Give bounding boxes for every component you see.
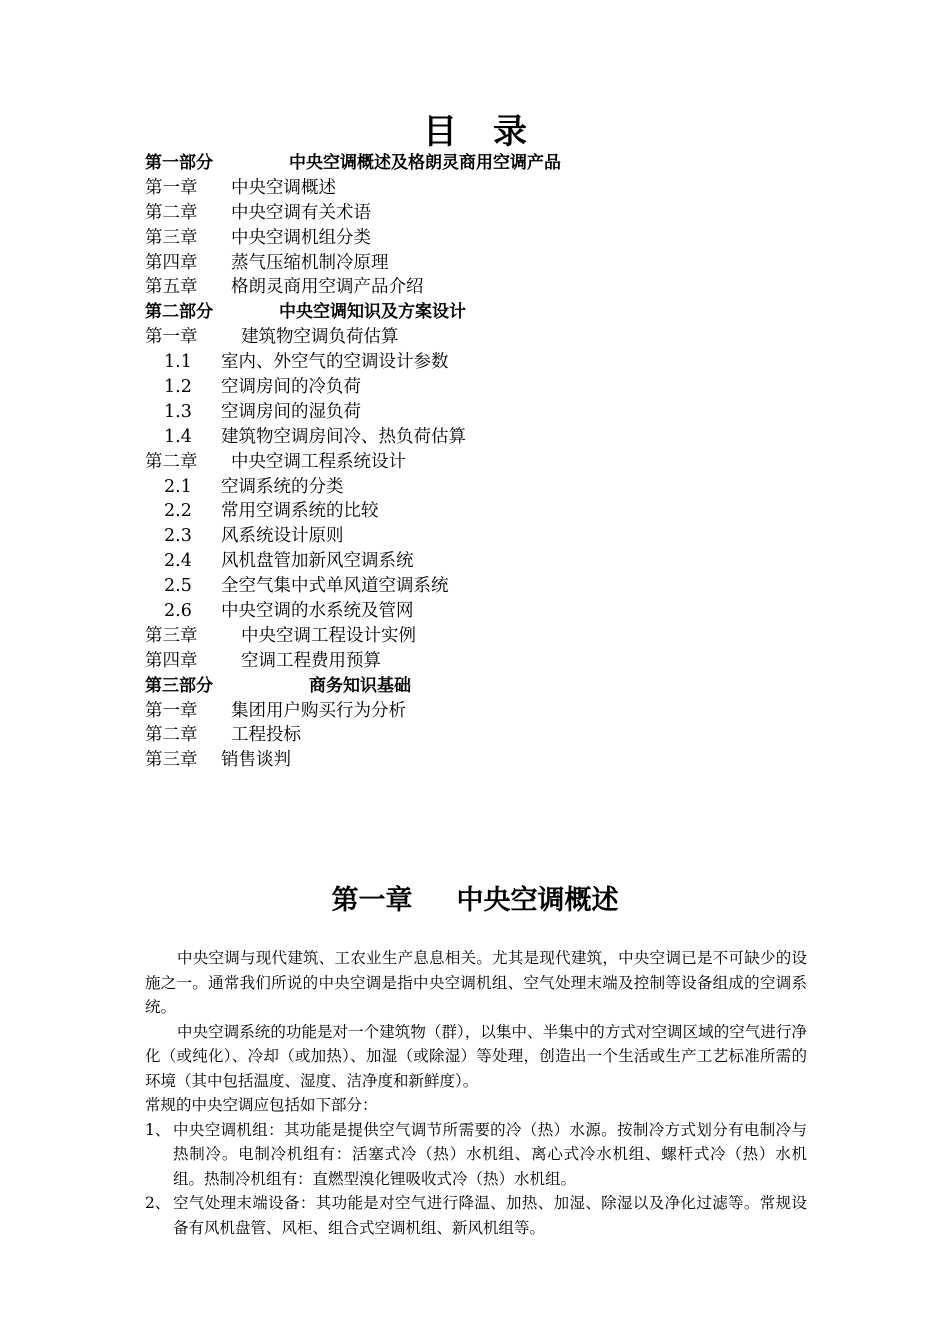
body-intro-line: 常规的中央空调应包括如下部分：: [145, 1096, 378, 1114]
toc-text: 空调系统的分类: [221, 476, 344, 497]
toc-text: 工程投标: [231, 725, 301, 746]
toc-text: 常用空调系统的比较: [221, 501, 379, 522]
toc-label: 第三章: [145, 227, 198, 248]
list-number: 1、: [145, 1120, 171, 1139]
toc-label: 第一章: [145, 327, 198, 348]
toc-label: 第四章: [145, 650, 198, 671]
toc-label: 第二章: [145, 451, 198, 472]
toc-text: 中央空调机组分类: [231, 227, 371, 248]
toc-chapter[interactable]: [145, 649, 845, 674]
toc-section[interactable]: [145, 375, 845, 400]
toc-text: 空调工程费用预算: [241, 650, 381, 671]
toc-label: 2.3: [164, 526, 192, 547]
toc-section[interactable]: [145, 599, 845, 624]
toc-text: 销售谈判: [221, 750, 291, 771]
toc-text: 集团用户购买行为分析: [231, 700, 406, 721]
toc-text: 中央空调的水系统及管网: [221, 601, 414, 622]
toc-label: 2.1: [164, 476, 192, 497]
toc-label: 第五章: [145, 277, 198, 298]
toc-label: 第三部分: [145, 675, 213, 696]
toc-chapter[interactable]: [145, 748, 845, 773]
chapter-heading: [0, 878, 950, 917]
list-text: 空气处理末端设备：其功能是对空气进行降温、加热、加湿、除湿以及净化过滤等。常规设备有风机盘管、风柜、组合式空调机组、新风机组等。: [173, 1194, 807, 1237]
toc-chapter[interactable]: [145, 723, 845, 748]
toc-text: 建筑物空调负荷估算: [241, 327, 399, 348]
toc-chapter[interactable]: [145, 201, 845, 226]
toc-text: 中央空调工程设计实例: [241, 625, 416, 646]
toc-part[interactable]: [145, 674, 845, 699]
toc-section[interactable]: [145, 400, 845, 425]
toc-label: 1.2: [164, 377, 192, 398]
toc-label: 2.4: [164, 551, 192, 572]
list-item: [145, 1191, 807, 1240]
table-of-contents: [145, 151, 845, 773]
body-paragraph: 中央空调系统的功能是对一个建筑物（群），以集中、半集中的方式对空调区域的空气进行净化（或纯化）、冷却（或加热）、加湿（或除湿）等处理，创造出一个生活或生产工艺标准所需的环境（其中包括温度、湿度、洁净度和新鲜度）。: [145, 1022, 807, 1090]
toc-text: 中央空调知识及方案设计: [279, 302, 466, 323]
toc-label: 2.6: [164, 601, 192, 622]
toc-chapter[interactable]: [145, 176, 845, 201]
toc-label: 1.1: [164, 352, 192, 373]
toc-label: 第四章: [145, 252, 198, 273]
list-item: [145, 1118, 807, 1192]
toc-part[interactable]: [145, 300, 845, 325]
toc-label: 2.5: [164, 576, 192, 597]
toc-chapter[interactable]: [145, 624, 845, 649]
toc-text: 全空气集中式单风道空调系统: [221, 576, 449, 597]
toc-text: 室内、外空气的空调设计参数: [221, 352, 449, 373]
toc-label: 第三章: [145, 625, 198, 646]
page-title: 目录: [423, 112, 563, 152]
toc-part[interactable]: [145, 151, 845, 176]
toc-label: 第一章: [145, 700, 198, 721]
toc-chapter[interactable]: [145, 699, 845, 724]
toc-label: 1.4: [164, 426, 192, 447]
chapter-label: 第一章: [331, 885, 413, 916]
toc-section[interactable]: [145, 499, 845, 524]
toc-label: 第二部分: [145, 302, 213, 323]
toc-text: 商务知识基础: [309, 675, 411, 696]
toc-label: 第二章: [145, 725, 198, 746]
toc-label: 第二章: [145, 202, 198, 223]
toc-chapter[interactable]: [145, 251, 845, 276]
toc-text: 建筑物空调房间冷、热负荷估算: [221, 426, 466, 447]
toc-section[interactable]: [145, 425, 845, 450]
chapter-body: [145, 946, 807, 1240]
toc-chapter[interactable]: [145, 450, 845, 475]
toc-section[interactable]: [145, 350, 845, 375]
toc-text: 风系统设计原则: [221, 526, 344, 547]
toc-section[interactable]: [145, 574, 845, 599]
chapter-title: 中央空调概述: [456, 885, 619, 916]
toc-text: 蒸气压缩机制冷原理: [231, 252, 389, 273]
toc-section[interactable]: [145, 524, 845, 549]
toc-section[interactable]: [145, 475, 845, 500]
list-number: 2、: [145, 1194, 171, 1212]
toc-chapter[interactable]: [145, 325, 845, 350]
toc-text: 中央空调概述及格朗灵商用空调产品: [289, 153, 561, 173]
toc-chapter[interactable]: [145, 275, 845, 300]
toc-text: 中央空调工程系统设计: [231, 451, 406, 472]
toc-text: 风机盘管加新风空调系统: [221, 551, 414, 572]
toc-label: 1.3: [164, 401, 192, 422]
list-text: 中央空调机组：其功能是提供空气调节所需要的冷（热）水源。按制冷方式划分有电制冷与热制冷。电制冷机组有：活塞式冷（热）水机组、离心式冷水机组、螺杆式冷（热）水机组。热制冷机组有：直燃型溴化锂吸收式冷（热）水机组。: [173, 1120, 807, 1188]
toc-section[interactable]: [145, 549, 845, 574]
toc-text: 格朗灵商用空调产品介绍: [231, 277, 424, 298]
body-paragraph: 中央空调与现代建筑、工农业生产息息相关。尤其是现代建筑，中央空调已是不可缺少的设施之一。通常我们所说的中央空调是指中央空调机组、空气处理末端及控制等设备组成的空调系统。: [145, 949, 807, 1016]
toc-text: 中央空调有关术语: [231, 202, 371, 223]
toc-text: 空调房间的湿负荷: [221, 401, 361, 422]
toc-label: 2.2: [164, 501, 192, 522]
toc-label: 第一部分: [145, 153, 213, 173]
toc-text: 空调房间的冷负荷: [221, 377, 361, 398]
toc-text: 中央空调概述: [231, 177, 336, 198]
toc-label: 第三章: [145, 750, 198, 771]
toc-chapter[interactable]: [145, 226, 845, 251]
toc-label: 第一章: [145, 177, 198, 198]
